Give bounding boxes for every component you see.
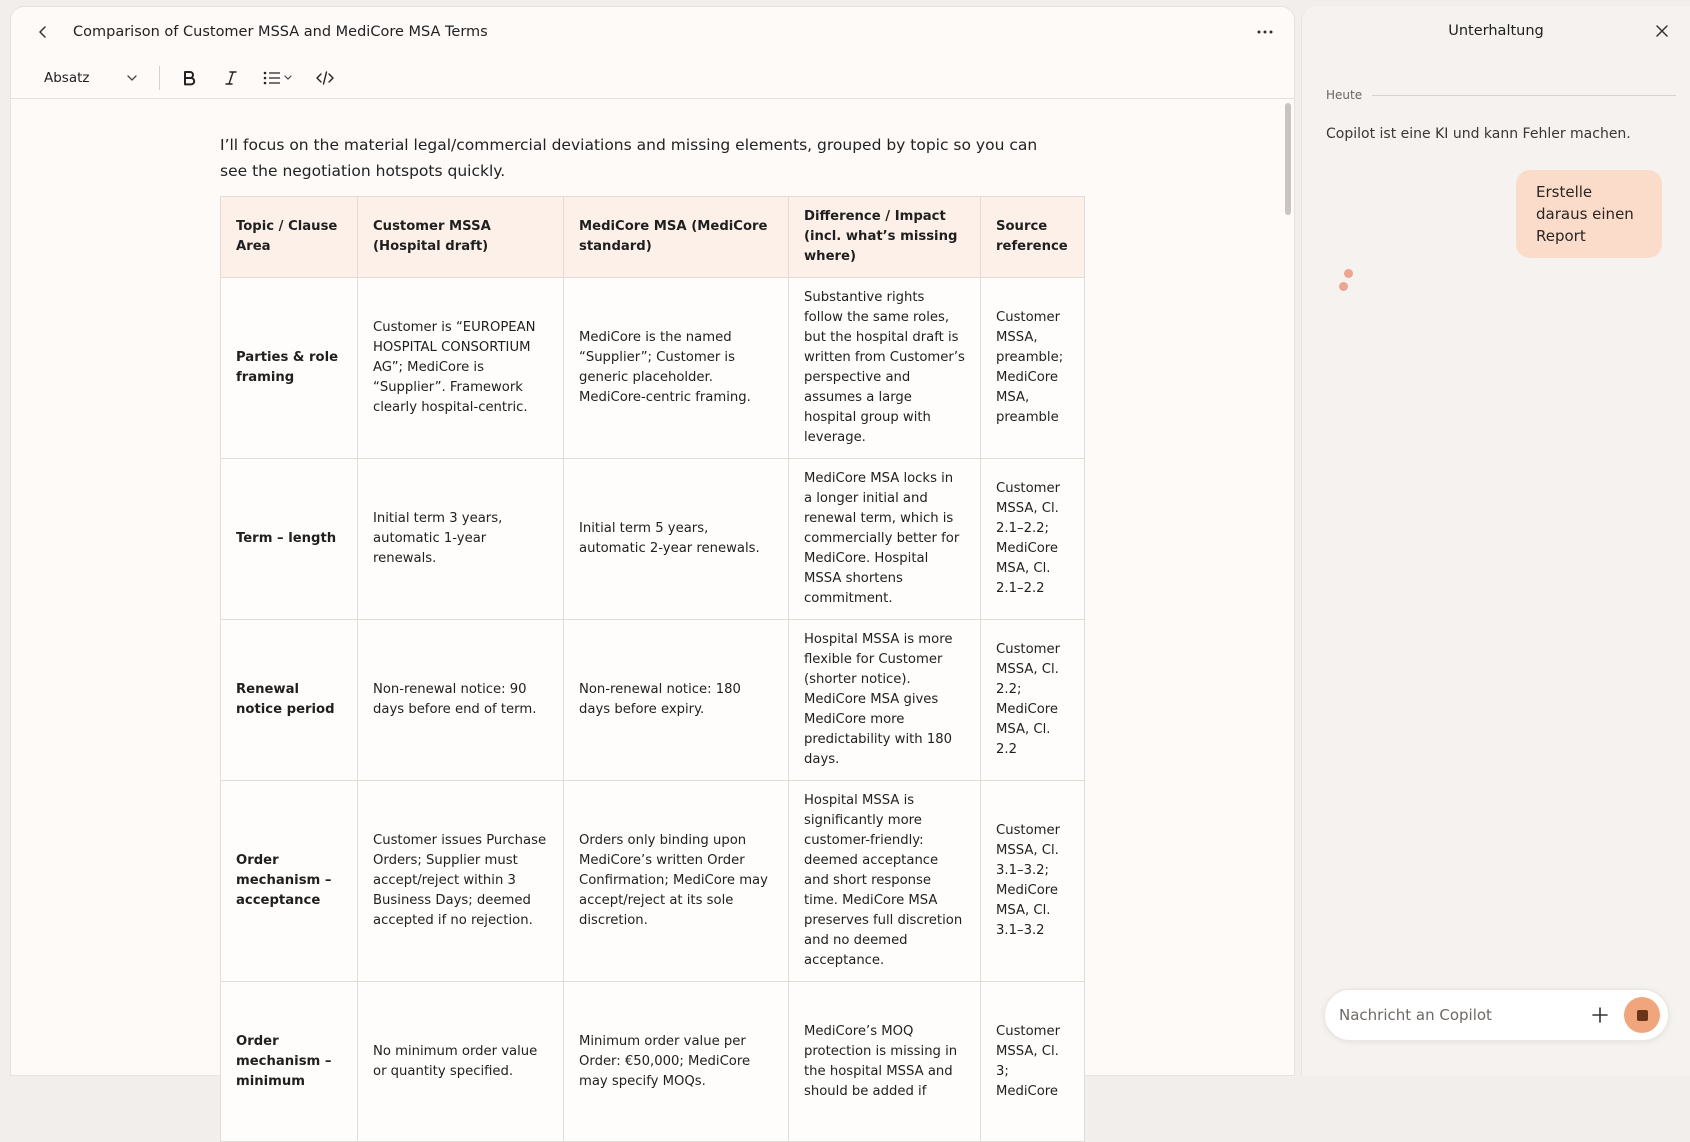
table-cell: MediCore’s MOQ protection is missing in the hospital MSSA and should be added if	[789, 982, 981, 1142]
toolbar-divider	[159, 66, 160, 90]
stop-generating-button[interactable]	[1624, 997, 1660, 1033]
chevron-left-icon	[36, 25, 50, 39]
italic-button[interactable]	[214, 63, 248, 93]
table-cell: Customer MSSA, preamble; MediCore MSA, preamble	[981, 278, 1085, 459]
table-cell: Orders only binding upon MediCore’s written Order Confirmation; MediCore may accept/reject at its sole discretion.	[564, 781, 789, 982]
typing-dot	[1344, 269, 1353, 278]
more-horizontal-icon	[1257, 30, 1273, 34]
editor-titlebar	[11, 7, 1294, 57]
italic-icon	[224, 70, 238, 86]
table-cell: Non-renewal notice: 90 days before end of term.	[358, 620, 564, 781]
table-row	[221, 459, 1085, 620]
intro-paragraph: I’ll focus on the material legal/commercial deviations and missing elements, grouped by topic so you can see the negotiation hotspots quickly.	[220, 136, 1038, 180]
more-options-button[interactable]	[1250, 18, 1280, 46]
table-cell: Minimum order value per Order: €50,000; MediCore may specify MOQs.	[564, 982, 789, 1142]
message-composer	[1324, 989, 1669, 1041]
close-icon	[1655, 24, 1669, 38]
bold-icon	[182, 70, 196, 86]
table-header: Source reference	[981, 197, 1085, 278]
stop-icon	[1637, 1010, 1648, 1021]
bold-button[interactable]	[172, 63, 206, 93]
table-header: Customer MSSA (Hospital draft)	[358, 197, 564, 278]
plus-icon	[1591, 1006, 1609, 1024]
table-cell-topic: Parties & role framing	[221, 278, 358, 459]
table-cell: Substantive rights follow the same roles, but the hospital draft is written from Customer’s perspective and assumes a large hospital group with leverage.	[789, 278, 981, 459]
table-row	[221, 620, 1085, 781]
table-header-row	[221, 197, 1085, 278]
typing-dot	[1339, 282, 1348, 291]
table-header: MediCore MSA (MediCore standard)	[564, 197, 789, 278]
table-cell: Customer is “EUROPEAN HOSPITAL CONSORTIUM AG”; MediCore is “Supplier”. Framework clearly hospital-centric.	[358, 278, 564, 459]
paragraph-style-label: Absatz	[44, 69, 90, 86]
chat-panel	[1301, 6, 1690, 1076]
table-row	[221, 781, 1085, 982]
user-message-bubble: Erstelle daraus einen Report	[1516, 170, 1662, 258]
table-cell: Hospital MSSA is more flexible for Customer (shorter notice). MediCore MSA gives MediCore more predictability with 180 days.	[789, 620, 981, 781]
ai-disclaimer: Copilot ist eine KI und kann Fehler machen.	[1326, 126, 1631, 142]
table-cell-topic: Term – length	[221, 459, 358, 620]
table-cell-topic: Order mechanism – minimum	[221, 982, 358, 1142]
table-cell: Non-renewal notice: 180 days before expiry.	[564, 620, 789, 781]
document-editor	[10, 6, 1295, 1099]
table-cell: Initial term 3 years, automatic 1-year renewals.	[358, 459, 564, 620]
close-chat-button[interactable]	[1648, 17, 1676, 45]
table-cell: Initial term 5 years, automatic 2-year renewals.	[564, 459, 789, 620]
date-label: Heute	[1326, 88, 1363, 102]
bulleted-list-button[interactable]	[256, 63, 300, 93]
table-cell-topic: Order mechanism – acceptance	[221, 781, 358, 982]
table-cell: Customer MSSA, Cl. 3; MediCore	[981, 982, 1085, 1142]
document-title: Comparison of Customer MSSA and MediCore MSA Terms	[73, 24, 488, 40]
table-cell: MediCore MSA locks in a longer initial and renewal term, which is commercially better for MediCore. Hospital MSSA shortens commitment.	[789, 459, 981, 620]
add-attachment-button[interactable]	[1584, 999, 1616, 1031]
table-cell: MediCore is the named “Supplier”; Customer is generic placeholder. MediCore-centric framing.	[564, 278, 789, 459]
bulleted-list-icon	[263, 71, 293, 85]
table-cell-topic: Renewal notice period	[221, 620, 358, 781]
table-row	[221, 982, 1085, 1142]
table-cell: Hospital MSSA is significantly more customer-friendly: deemed acceptance and short response time. MediCore MSA preserves full discretion and no deemed acceptance.	[789, 781, 981, 982]
message-input[interactable]	[1339, 1006, 1584, 1024]
divider	[1372, 95, 1676, 96]
formatting-toolbar	[11, 57, 1294, 99]
chevron-down-icon	[127, 75, 137, 81]
back-button[interactable]	[29, 18, 57, 46]
comparison-table	[220, 196, 1085, 1142]
chat-header	[1302, 6, 1690, 56]
table-header: Difference / Impact (incl. what’s missing where)	[789, 197, 981, 278]
code-icon	[316, 71, 334, 85]
table-cell: Customer MSSA, Cl. 2.1–2.2; MediCore MSA, Cl. 2.1–2.2	[981, 459, 1085, 620]
date-separator	[1326, 88, 1676, 102]
document-scrollbar[interactable]	[1285, 103, 1291, 215]
paragraph-style-dropdown[interactable]	[33, 63, 151, 93]
chat-title: Unterhaltung	[1448, 23, 1544, 39]
table-cell: Customer MSSA, Cl. 3.1–3.2; MediCore MSA, Cl. 3.1–3.2	[981, 781, 1085, 982]
table-cell: Customer MSSA, Cl. 2.2; MediCore MSA, Cl. 2.2	[981, 620, 1085, 781]
table-header: Topic / Clause Area	[221, 197, 358, 278]
table-row	[221, 278, 1085, 459]
document-content[interactable]	[11, 100, 1294, 1099]
code-button[interactable]	[308, 63, 342, 93]
typing-indicator	[1338, 268, 1354, 296]
table-cell: Customer issues Purchase Orders; Supplier must accept/reject within 3 Business Days; deemed accepted if no rejection.	[358, 781, 564, 982]
table-cell: No minimum order value or quantity specified.	[358, 982, 564, 1142]
